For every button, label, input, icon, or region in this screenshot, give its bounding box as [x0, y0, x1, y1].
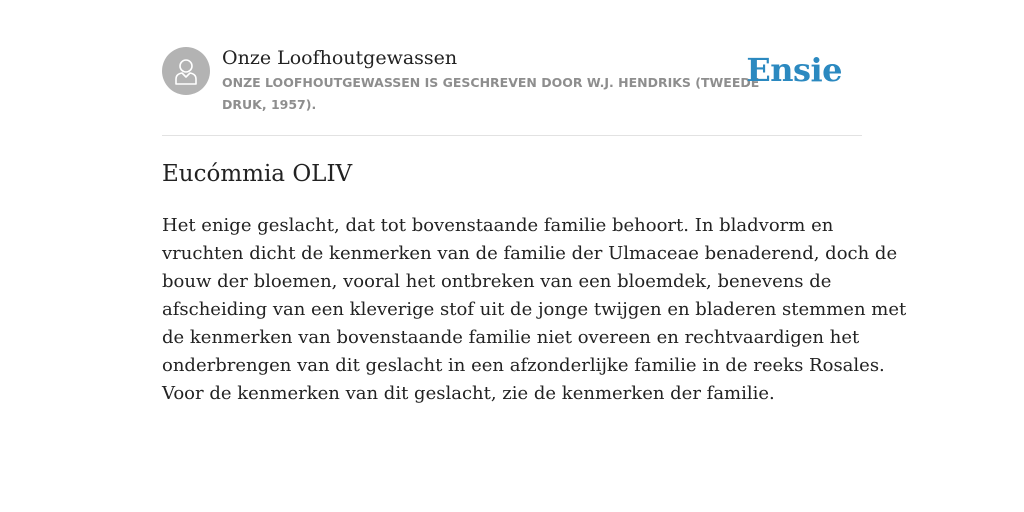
source-description: ONZE LOOFHOUTGEWASSEN IS GESCHREVEN DOOR W.J. HENDRIKS (TWEEDE DRUK, 1957).: [222, 75, 760, 112]
source-header: [162, 46, 862, 116]
entry-body: [162, 212, 907, 408]
entry-line: afscheiding van een kleverige stof uit de jonge twijgen en bladeren stemmen met: [162, 299, 907, 320]
entry-line: bouw der bloemen, vooral het ontbreken van een bloemdek, benevens de: [162, 271, 832, 292]
entry-line: onderbrengen van dit geslacht in een afzonderlijke familie in de reeks Rosales.: [162, 355, 885, 376]
source-title[interactable]: Onze Loofhoutgewassen: [222, 47, 458, 69]
entry-line: Het enige geslacht, dat tot bovenstaande familie behoort. In bladvorm en: [162, 215, 834, 236]
divider: [162, 135, 862, 136]
entry-line: de kenmerken van bovenstaande familie niet overeen en rechtvaardigen het: [162, 327, 860, 348]
brand-logo[interactable]: Ensie: [746, 51, 842, 89]
entry-line: vruchten dicht de kenmerken van de familie der Ulmaceae benaderend, doch de: [162, 243, 898, 264]
entry-title: Eucómmia OLIV: [162, 161, 353, 187]
entry-line: Voor de kenmerken van dit geslacht, zie de kenmerken der familie.: [162, 383, 775, 404]
avatar[interactable]: [162, 47, 210, 95]
user-icon: [172, 56, 200, 86]
